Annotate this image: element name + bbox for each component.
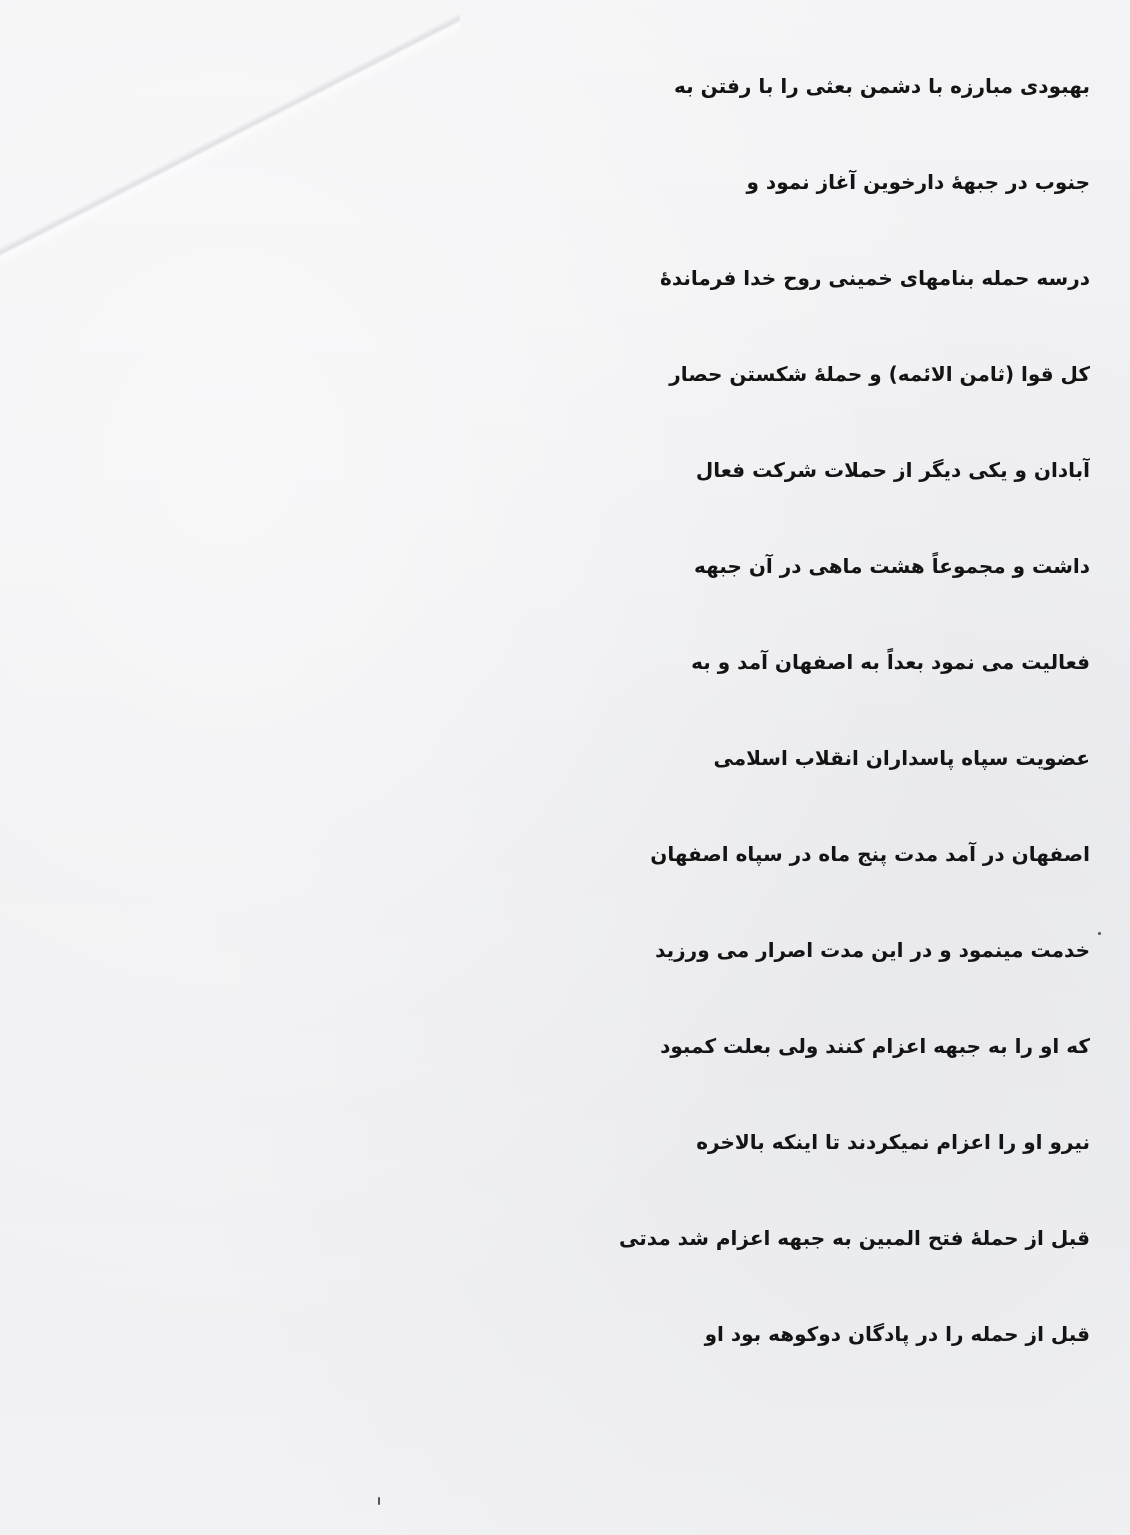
text-line: درسه حمله بنامهای خمینی روح خدا فرماندهٔ [660,266,1090,290]
text-line: خدمت مینمود و در این مدت اصرار می ورزید [655,938,1090,962]
text-line: نیرو او را اعزام نمیکردند تا اینکه بالاخره [696,1130,1090,1154]
text-line: قبل از حملهٔ فتح المبین به جبهه اعزام شد مدتی [619,1226,1090,1250]
text-line: جنوب در جبههٔ دارخوین آغاز نمود و [746,170,1090,194]
text-line: بهبودی مبارزه با دشمن بعثی را با رفتن به [674,74,1090,98]
text-line: که او را به جبهه اعزام کنند ولی بعلت کمبود [660,1034,1090,1058]
text-line: فعالیت می نمود بعداً به اصفهان آمد و به [691,650,1090,674]
text-line: اصفهان در آمد مدت پنج ماه در سپاه اصفهان [650,842,1090,866]
text-line: قبل از حمله را در پادگان دوکوهه بود او [704,1322,1090,1346]
text-line: داشت و مجموعاً هشت ماهی در آن جبهه [693,554,1090,578]
text-line: آبادان و یکی دیگر از حملات شرکت فعال [695,458,1090,482]
text-line: کل قوا (ثامن الائمه) و حملهٔ شکستن حصار [669,362,1090,386]
scan-speck [378,1497,380,1505]
scan-speck [1098,932,1101,935]
text-line: عضویت سپاه پاسداران انقلاب اسلامی [713,746,1090,770]
document-body [30,38,1090,1478]
